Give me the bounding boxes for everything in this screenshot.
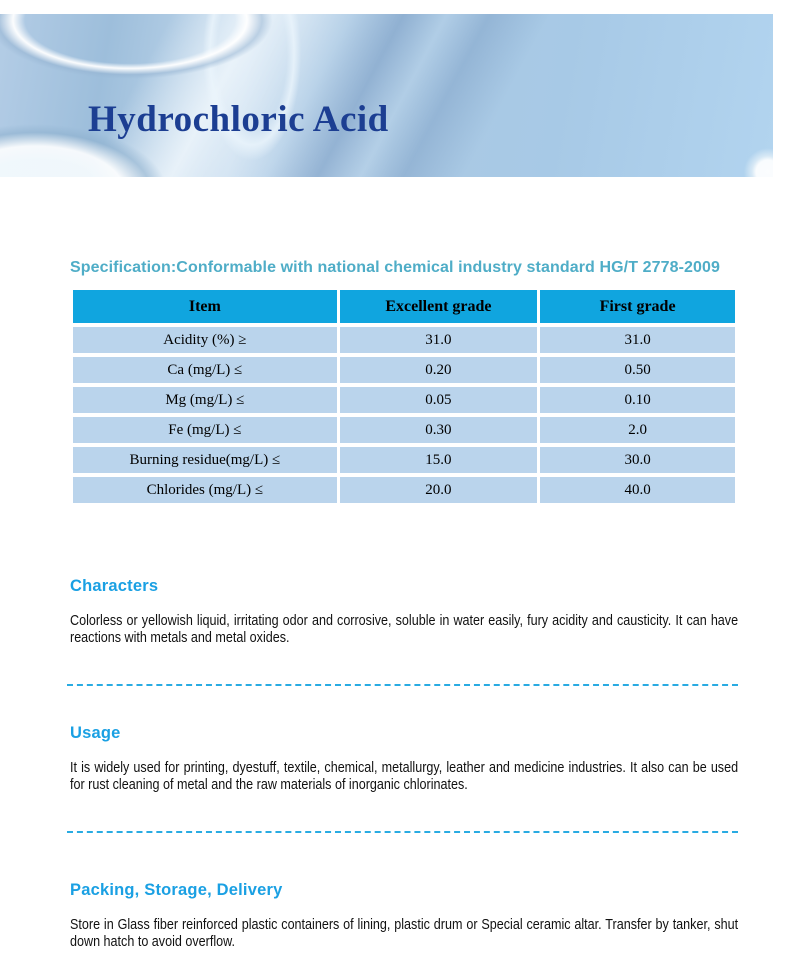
section-usage	[70, 724, 738, 794]
section-body-packing: Store in Glass fiber reinforced plastic containers of lining, plastic drum or Special ceramic altar. Transfer by tanker, shut down hatch to avoid overflow.	[70, 917, 739, 950]
section-body-characters: Colorless or yellowish liquid, irritating odor and corrosive, soluble in water easily, fury acidity and causticity. It can have reactions with metals and metal oxides.	[70, 613, 739, 646]
header-banner	[0, 14, 773, 177]
section-body-usage: It is widely used for printing, dyestuff, textile, chemical, metallurgy, leather and medicine industries. It also can be used for rust cleaning of metal and the raw materials of inorganic chlorinates.	[70, 760, 739, 793]
table-row	[73, 417, 735, 443]
section-heading-packing: Packing, Storage, Delivery	[70, 881, 283, 899]
table-cell: 40.0	[540, 477, 735, 503]
table-cell: 0.20	[340, 357, 537, 383]
table-cell: 15.0	[340, 447, 537, 473]
table-cell: 31.0	[340, 327, 537, 353]
section-heading-usage: Usage	[70, 724, 121, 742]
spec-table	[70, 286, 738, 507]
col-header-first: First grade	[540, 290, 735, 323]
col-header-item: Item	[73, 290, 337, 323]
dashed-divider-1	[67, 684, 738, 686]
table-cell: Ca (mg/L) ≤	[73, 357, 337, 383]
table-header-row	[73, 290, 735, 323]
table-cell: Chlorides (mg/L) ≤	[73, 477, 337, 503]
table-cell: 0.10	[540, 387, 735, 413]
spec-table-body	[73, 327, 735, 503]
table-row	[73, 387, 735, 413]
table-cell: 0.50	[540, 357, 735, 383]
specification-heading: Specification:Conformable with national chemical industry standard HG/T 2778-2009	[70, 259, 721, 276]
table-cell: 31.0	[540, 327, 735, 353]
col-header-excellent: Excellent grade	[340, 290, 537, 323]
table-row	[73, 477, 735, 503]
main-content	[0, 177, 800, 951]
dashed-divider-2	[67, 831, 738, 833]
table-cell: Fe (mg/L) ≤	[73, 417, 337, 443]
table-cell: Mg (mg/L) ≤	[73, 387, 337, 413]
table-cell: 0.05	[340, 387, 537, 413]
table-cell: Burning residue(mg/L) ≤	[73, 447, 337, 473]
table-cell: 0.30	[340, 417, 537, 443]
table-cell: Acidity (%) ≥	[73, 327, 337, 353]
table-row	[73, 357, 735, 383]
page-title: Hydrochloric Acid	[88, 99, 389, 140]
table-cell: 30.0	[540, 447, 735, 473]
table-row	[73, 327, 735, 353]
section-heading-characters: Characters	[70, 577, 159, 595]
table-cell: 20.0	[340, 477, 537, 503]
section-packing	[70, 881, 738, 951]
table-cell: 2.0	[540, 417, 735, 443]
section-characters	[70, 577, 738, 647]
table-row	[73, 447, 735, 473]
